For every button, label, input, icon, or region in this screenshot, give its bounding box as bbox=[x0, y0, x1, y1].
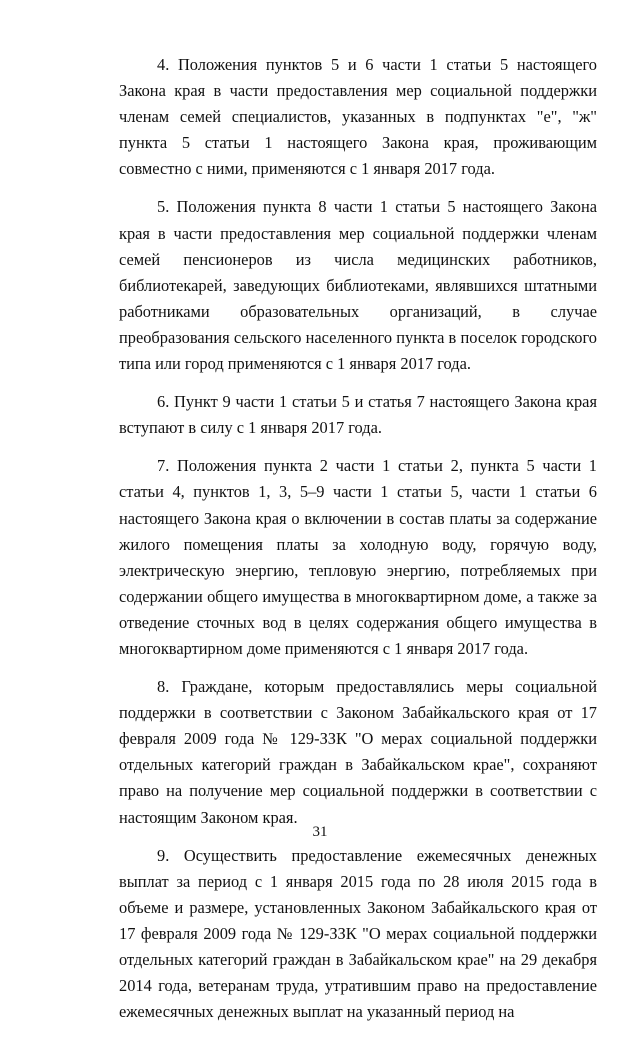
page-number: 31 bbox=[312, 824, 328, 840]
paragraph-7: 7. Положения пункта 2 части 1 статьи 2, пункта 5 части 1 статьи 4, пунктов 1, 3, 5–9 части 1 статьи 5, части 1 статьи 6 настоящего Закона края о включении в состав платы за содержание жилого помещения платы за холодную воду, горячую воду, электрическую энергию, тепловую энергию, потребляемых при содержании общего имущества в многоквартирном доме, а также за отведение сточных вод в целях содержания общего имущества в многоквартирном доме применяются с 1 января 2017 года. bbox=[119, 456, 597, 658]
paragraph-9: 9. Осуществить предоставление ежемесячных денежных выплат за период с 1 января 2015 года по 28 июля 2015 года в объеме и размере, установленных Законом Забайкальского края от 17 февраля 2009 года № 129-ЗЗК "О мерах социальной поддержки отдельных категорий граждан в Забайкальском крае" на 29 декабря 2014 года, ветеранам труда, утратившим право на предоставление ежемесячных денежных выплат на указанный период на bbox=[119, 845, 597, 1022]
paragraph-6: 6. Пункт 9 части 1 статьи 5 и статья 7 настоящего Закона края вступают в силу с 1 января 2017 года. bbox=[119, 392, 597, 438]
paragraph-4: 4. Положения пунктов 5 и 6 части 1 статьи 5 настоящего Закона края в части предоставления мер социальной поддержки членам семей специалистов, указанных в подпунктах "е", "ж" пункта 5 статьи 1 настоящего Закона края, проживающим совместно с ними, применяются с 1 января 2017 года. bbox=[119, 55, 597, 179]
document-body bbox=[119, 52, 597, 1037]
paragraph-8: 8. Граждане, которым предоставлялись меры социальной поддержки в соответствии с Законом Забайкальского края от 17 февраля 2009 года № 129-ЗЗК "О мерах социальной поддержки отдельных категорий граждан в Забайкальском крае", сохраняют право на получение мер социальной поддержки в соответствии с настоящим Законом края. bbox=[119, 677, 597, 827]
paragraph-5: 5. Положения пункта 8 части 1 статьи 5 настоящего Закона края в части предоставления мер социальной поддержки членам семей пенсионеров из числа медицинских работников, библиотекарей, заведующих библиотеками, являвшихся штатными работниками образовательных организаций, в случае преобразования сельского населенного пункта в поселок городского типа или город применяются с 1 января 2017 года. bbox=[119, 197, 597, 374]
